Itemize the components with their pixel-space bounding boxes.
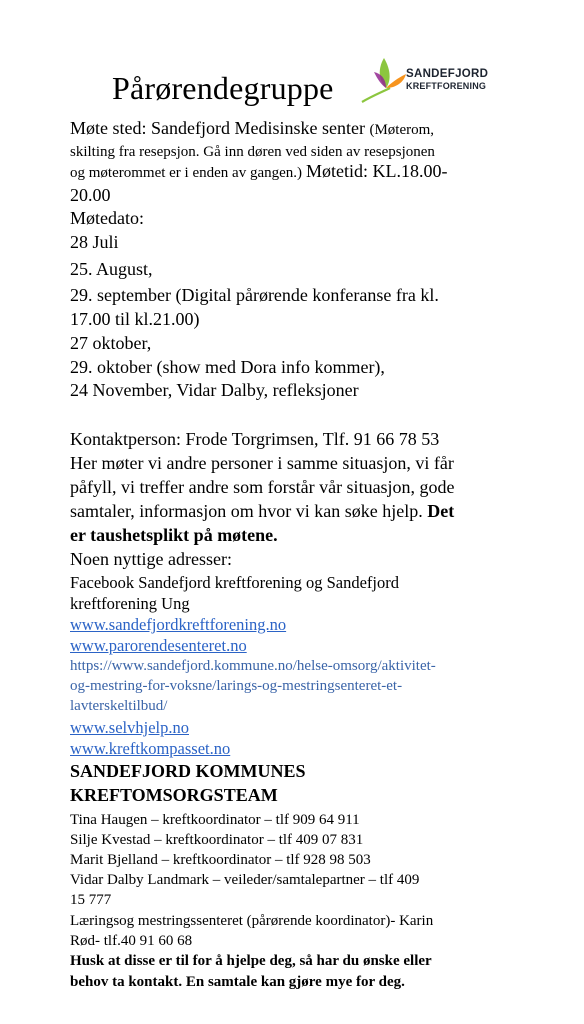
link-kommune[interactable]: lavterskeltilbud/ bbox=[70, 698, 168, 714]
link-selvhjelp[interactable]: www.selvhjelp.no bbox=[70, 718, 189, 737]
meeting-place-detail: (Møterom, bbox=[369, 122, 435, 138]
meeting-place-line-3 bbox=[70, 161, 448, 183]
meeting-place-label: Møte sted: Sandefjord Medisinske senter bbox=[70, 118, 365, 138]
link-kreftkompasset[interactable]: www.kreftkompasset.no bbox=[70, 739, 231, 758]
meeting-place-line bbox=[70, 118, 434, 141]
team-member: 15 777 bbox=[70, 892, 112, 908]
page-title: Pårørendegruppe bbox=[112, 70, 334, 106]
team-member: Tina Haugen – kreftkoordinator – tlf 909 64 911 bbox=[70, 812, 360, 828]
facebook-text: kreftforening Ung bbox=[70, 594, 190, 613]
closing-note: behov ta kontakt. En samtale kan gjøre mye for deg. bbox=[70, 974, 405, 990]
meeting-dates-label: Møtedato: bbox=[70, 208, 144, 228]
meeting-date-item: 17.00 til kl.21.00) bbox=[70, 309, 200, 329]
facebook-text: Facebook Sandefjord kreftforening og Sandefjord bbox=[70, 573, 399, 592]
team-member: Silje Kvestad – kreftkoordinator – tlf 409 07 831 bbox=[70, 832, 364, 848]
flower-logo-icon bbox=[360, 50, 408, 110]
meeting-place-detail-2: skilting fra resepsjon. Gå inn døren ved siden av resepsjonen bbox=[70, 144, 435, 160]
meeting-time-label: Møtetid: KL.18.00- bbox=[306, 161, 448, 181]
contact-description: Her møter vi andre personer i samme situasjon, vi får bbox=[70, 453, 454, 473]
contact-description-line bbox=[70, 501, 454, 522]
meeting-date-item: 29. oktober (show med Dora info kommer), bbox=[70, 357, 385, 377]
link-sandefjordkreftforening[interactable]: www.sandefjordkreftforening.no bbox=[70, 615, 287, 634]
closing-note: Husk at disse er til for å hjelpe deg, så har du ønske eller bbox=[70, 953, 432, 969]
meeting-date-item: 25. August, bbox=[70, 259, 153, 279]
confidentiality-note: Det bbox=[427, 501, 455, 521]
meeting-date-item: 29. september (Digital pårørende konferanse fra kl. bbox=[70, 285, 439, 305]
meeting-place-detail-3: og møterommet er i enden av gangen.) bbox=[70, 165, 303, 181]
team-member: Vidar Dalby Landmark – veileder/samtalepartner – tlf 409 bbox=[70, 872, 420, 888]
logo-text-line2: KREFTFORENING bbox=[406, 81, 487, 91]
team-heading: KREFTOMSORGSTEAM bbox=[70, 785, 278, 805]
contact-description: påfyll, vi treffer andre som forstår vår situasjon, gode bbox=[70, 477, 455, 497]
team-member: Marit Bjelland – kreftkoordinator – tlf 928 98 503 bbox=[70, 852, 371, 868]
addresses-heading: Noen nyttige adresser: bbox=[70, 549, 232, 569]
meeting-time-end: 20.00 bbox=[70, 185, 111, 205]
contact-person: Kontaktperson: Frode Torgrimsen, Tlf. 91 66 78 53 bbox=[70, 429, 440, 449]
meeting-date-item: 28 Juli bbox=[70, 232, 119, 252]
link-parorendesenteret[interactable]: www.parorendesenteret.no bbox=[70, 636, 247, 655]
link-kommune[interactable]: https://www.sandefjord.kommune.no/helse-omsorg/aktivitet- bbox=[70, 658, 436, 674]
logo-text-line1: SANDEFJORD bbox=[406, 68, 489, 80]
team-member: Rød- tlf.40 91 60 68 bbox=[70, 933, 193, 949]
team-heading: SANDEFJORD KOMMUNES bbox=[70, 761, 306, 781]
contact-description: samtaler, informasjon om hvor vi kan søke hjelp. bbox=[70, 501, 423, 521]
meeting-date-item: 24 November, Vidar Dalby, refleksjoner bbox=[70, 380, 359, 400]
link-kommune[interactable]: og-mestring-for-voksne/larings-og-mestringsenteret-et- bbox=[70, 678, 403, 694]
confidentiality-note: er taushetsplikt på møtene. bbox=[70, 525, 278, 545]
meeting-date-item: 27 oktober, bbox=[70, 333, 152, 353]
team-member: Læringsog mestringssenteret (pårørende koordinator)- Karin bbox=[70, 913, 434, 929]
